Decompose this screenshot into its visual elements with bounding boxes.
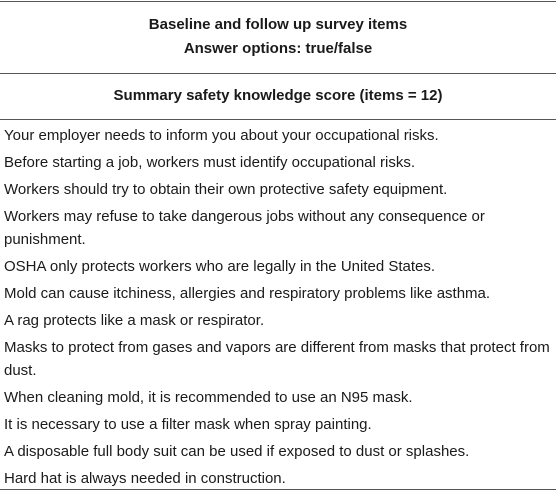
list-item: Before starting a job, workers must identify occupational risks. [4,154,416,171]
table-header-answer-options: Answer options: true/false [183,40,373,57]
list-item: Workers should try to obtain their own protective safety equipment. [4,181,448,198]
section-heading: Summary safety knowledge score (items = 12) [113,87,443,104]
list-item: Your employer needs to inform you about your occupational risks. [4,127,439,144]
list-item: It is necessary to use a filter mask when spray painting. [4,416,372,433]
table-bottom-rule [0,489,556,490]
list-item: When cleaning mold, it is recommended to use an N95 mask. [4,389,413,406]
list-item: OSHA only protects workers who are legally in the United States. [4,258,436,275]
table-header-title: Baseline and follow up survey items [148,16,408,33]
table-header-rule [0,73,556,74]
list-item: Masks to protect from gases and vapors are different from masks that protect from dust. [4,339,550,379]
list-item: Workers may refuse to take dangerous jobs without any consequence or punishment. [4,208,485,248]
survey-item-list [4,124,552,494]
table-top-rule [0,1,556,2]
section-heading-rule [0,119,556,120]
list-item: Hard hat is always needed in construction. [4,470,286,487]
list-item: A disposable full body suit can be used if exposed to dust or splashes. [4,443,470,460]
list-item: A rag protects like a mask or respirator. [4,312,265,329]
list-item: Mold can cause itchiness, allergies and respiratory problems like asthma. [4,285,491,302]
